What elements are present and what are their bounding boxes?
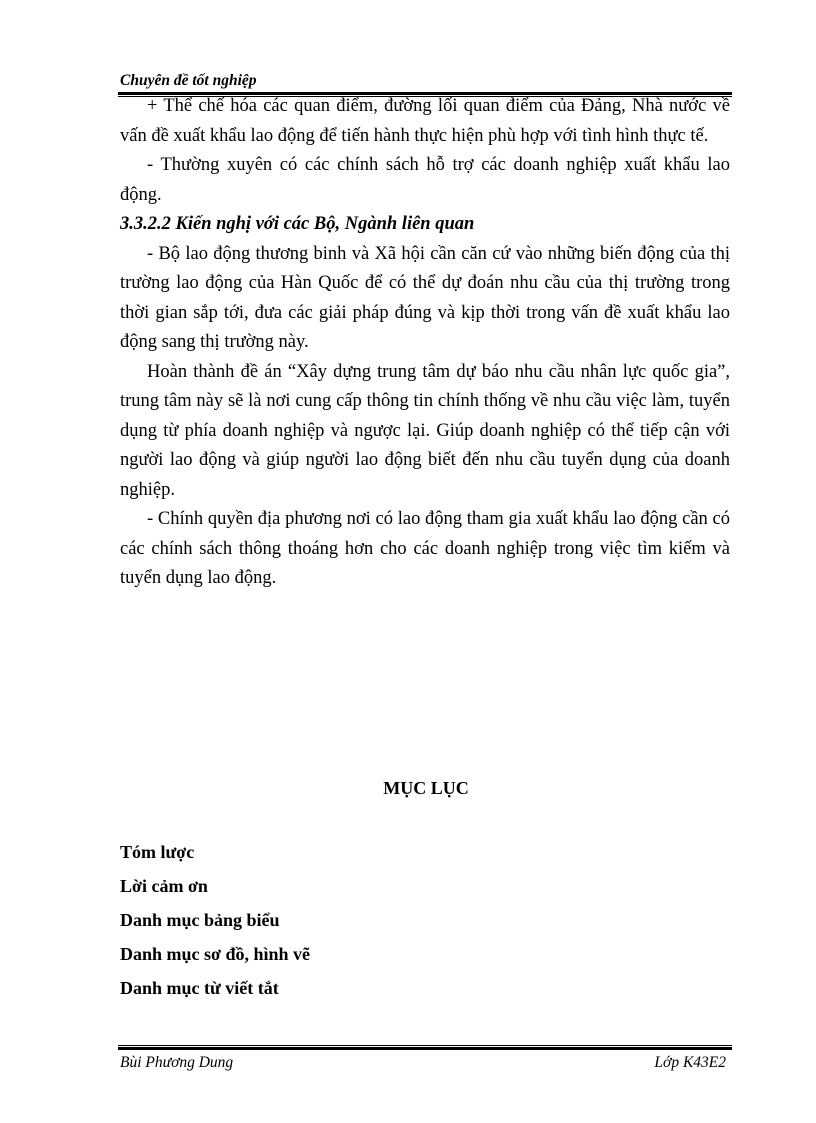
toc-title: MỤC LỤC [383, 778, 469, 798]
footer-class: Lớp K43E2 [654, 1054, 726, 1071]
paragraph: - Chính quyền địa phương nơi có lao động tham gia xuất khẩu lao động cần có các chính sách thông thoáng hơn cho các doanh nghiệp trong việc tìm kiếm và tuyển dụng lao động. [120, 509, 730, 588]
paragraph: - Bộ lao động thương binh và Xã hội cần căn cứ vào những biến động của thị trường lao động của Hàn Quốc để có thể dự đoán nhu cầu của thị trường trong thời gian sắp tới, đưa các giải pháp đúng và kịp thời trong vấn đề xuất khẩu lao động sang thị trường này. [120, 243, 730, 352]
footer-rule [118, 1045, 732, 1050]
toc-item: Danh mục sơ đồ, hình vẽ [120, 944, 311, 964]
toc-item: Lời cảm ơn [120, 876, 208, 896]
paragraph: Hoàn thành đề án “Xây dựng trung tâm dự báo nhu cầu nhân lực quốc gia”, trung tâm này sẽ là nơi cung cấp thông tin chính thống về nhu cầu việc làm, tuyển dụng từ phía doanh nghiệp và ngược lại. Giúp doanh nghiệp có thể tiếp cận với người lao động và giúp người lao động biết đến nhu cầu tuyển dụng của doanh nghiệp. [120, 361, 730, 500]
toc-list [120, 835, 620, 1005]
body-text [120, 92, 730, 594]
paragraph: + Thể chế hóa các quan điểm, đường lối quan điểm của Đảng, Nhà nước về vấn đề xuất khẩu lao động để tiến hành thực hiện phù hợp với tình hình thực tế. [120, 96, 730, 146]
toc-item: Tóm lược [120, 842, 195, 862]
toc-item: Danh mục bảng biểu [120, 910, 280, 930]
section-subheading: 3.3.2.2 Kiến nghị với các Bộ, Ngành liên quan [120, 214, 475, 234]
footer-author: Bùi Phương Dung [120, 1054, 234, 1071]
paragraph: - Thường xuyên có các chính sách hỗ trợ các doanh nghiệp xuất khẩu lao động. [120, 155, 730, 205]
page-header-title: Chuyên đề tốt nghiệp [120, 72, 257, 89]
toc-item: Danh mục từ viết tắt [120, 978, 279, 998]
